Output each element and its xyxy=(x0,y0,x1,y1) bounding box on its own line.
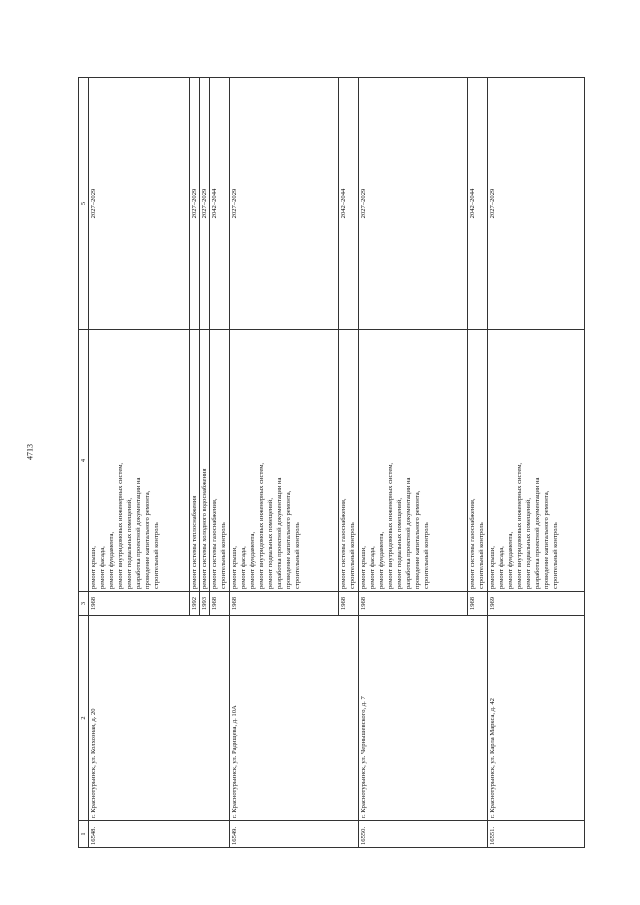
work-list xyxy=(230,330,339,592)
work-list xyxy=(468,330,488,592)
work-line: ремонт системы холодного водоснабжения xyxy=(201,468,208,589)
work-line: разработка проектной документации на xyxy=(405,477,412,589)
work-line: ремонт фундамента, xyxy=(378,531,385,589)
work-line: ремонт подвальных помещений, xyxy=(126,498,133,589)
work-line: ремонт фасада, xyxy=(498,546,505,589)
work-line: проведение капитального ремонта, xyxy=(144,490,151,589)
work-line: ремонт системы газоснабжения, xyxy=(211,498,218,589)
work-line: проведение капитального ремонта, xyxy=(285,490,292,589)
work-term: 2042–2044 xyxy=(468,78,488,330)
rotated-table-wrapper xyxy=(78,78,600,848)
work-line: ремонт фасада, xyxy=(240,546,247,589)
work-list xyxy=(488,330,585,592)
table-row xyxy=(89,78,190,848)
work-line: ремонт внутридомовых инженерных систем, xyxy=(258,462,265,589)
work-line: ремонт крыши, xyxy=(489,546,496,589)
work-year: 1968 xyxy=(359,592,468,616)
work-line: строительный контроль xyxy=(294,522,301,589)
header-cell-4: 4 xyxy=(79,330,89,592)
header-cell-5: 5 xyxy=(79,78,89,330)
work-line: строительный контроль xyxy=(552,522,559,589)
work-line: ремонт фундамента, xyxy=(507,531,514,589)
table-row xyxy=(230,78,339,848)
work-line: ремонт крыши, xyxy=(90,546,97,589)
entry-number: 16549. xyxy=(230,821,359,848)
work-list xyxy=(359,330,468,592)
work-year: 1969 xyxy=(488,592,585,616)
work-line: ремонт фундамента, xyxy=(108,531,115,589)
work-term: 2042–2044 xyxy=(339,78,359,330)
entry-address: г. Краснотурьинск, ул. Колхозная, д. 20 xyxy=(89,616,230,821)
work-term: 2027–2029 xyxy=(89,78,190,330)
work-term: 2027–2029 xyxy=(190,78,200,330)
work-line: строительный контроль xyxy=(349,522,356,589)
entry-address: г. Краснотурьинск, ул. Чернышевского, д. 7 xyxy=(359,616,488,821)
work-term: 2027–2029 xyxy=(230,78,339,330)
work-year: 1993 xyxy=(200,592,210,616)
repair-schedule-table xyxy=(78,77,585,848)
work-line: разработка проектной документации на xyxy=(534,477,541,589)
work-line: проведение капитального ремонта, xyxy=(414,490,421,589)
work-line: ремонт крыши, xyxy=(360,546,367,589)
work-line: ремонт крыши, xyxy=(231,546,238,589)
entry-number: 16550. xyxy=(359,821,488,848)
work-list xyxy=(210,330,230,592)
work-list xyxy=(89,330,190,592)
entry-number: 16548. xyxy=(89,821,230,848)
work-term: 2027–2029 xyxy=(359,78,468,330)
work-year: 1992 xyxy=(190,592,200,616)
table-row xyxy=(488,78,585,848)
table-header-row xyxy=(79,78,89,848)
work-line: разработка проектной документации на xyxy=(135,477,142,589)
work-line: ремонт внутридомовых инженерных систем, xyxy=(516,462,523,589)
work-list xyxy=(190,330,200,592)
work-line: ремонт фундамента, xyxy=(249,531,256,589)
work-line: ремонт системы газоснабжения, xyxy=(340,498,347,589)
entry-address: г. Краснотурьинск, ул. Радищева, д. 10А xyxy=(230,616,359,821)
header-cell-1: 1 xyxy=(79,821,89,848)
work-line: ремонт системы теплоснабжения xyxy=(191,495,198,589)
work-term: 2027–2029 xyxy=(200,78,210,330)
work-line: ремонт внутридомовых инженерных систем, xyxy=(387,462,394,589)
work-year: 1968 xyxy=(339,592,359,616)
work-line: строительный контроль xyxy=(478,522,485,589)
work-line: ремонт системы газоснабжения, xyxy=(469,498,476,589)
work-list xyxy=(339,330,359,592)
table-row xyxy=(359,78,468,848)
work-line: ремонт подвальных помещений, xyxy=(267,498,274,589)
entry-address: г. Краснотурьинск, ул. Карла Маркса, д. 42 xyxy=(488,616,585,821)
work-line: ремонт фасада, xyxy=(369,546,376,589)
work-line: ремонт подвальных помещений, xyxy=(525,498,532,589)
work-year: 1968 xyxy=(468,592,488,616)
work-line: строительный контроль xyxy=(423,522,430,589)
page-number: 4713 xyxy=(25,444,35,460)
work-line: строительный контроль xyxy=(153,522,160,589)
work-term: 2042–2044 xyxy=(210,78,230,330)
work-list xyxy=(200,330,210,592)
entry-number: 16551. xyxy=(488,821,585,848)
work-line: ремонт фасада, xyxy=(99,546,106,589)
work-year: 1968 xyxy=(89,592,190,616)
header-cell-2: 2 xyxy=(79,616,89,821)
work-line: разработка проектной документации на xyxy=(276,477,283,589)
work-year: 1968 xyxy=(230,592,339,616)
work-line: строительный контроль xyxy=(220,522,227,589)
work-line: проведение капитального ремонта, xyxy=(543,490,550,589)
work-line: ремонт внутридомовых инженерных систем, xyxy=(117,462,124,589)
work-term: 2027–2029 xyxy=(488,78,585,330)
work-line: ремонт подвальных помещений, xyxy=(396,498,403,589)
work-year: 1968 xyxy=(210,592,230,616)
header-cell-3: 3 xyxy=(79,592,89,616)
